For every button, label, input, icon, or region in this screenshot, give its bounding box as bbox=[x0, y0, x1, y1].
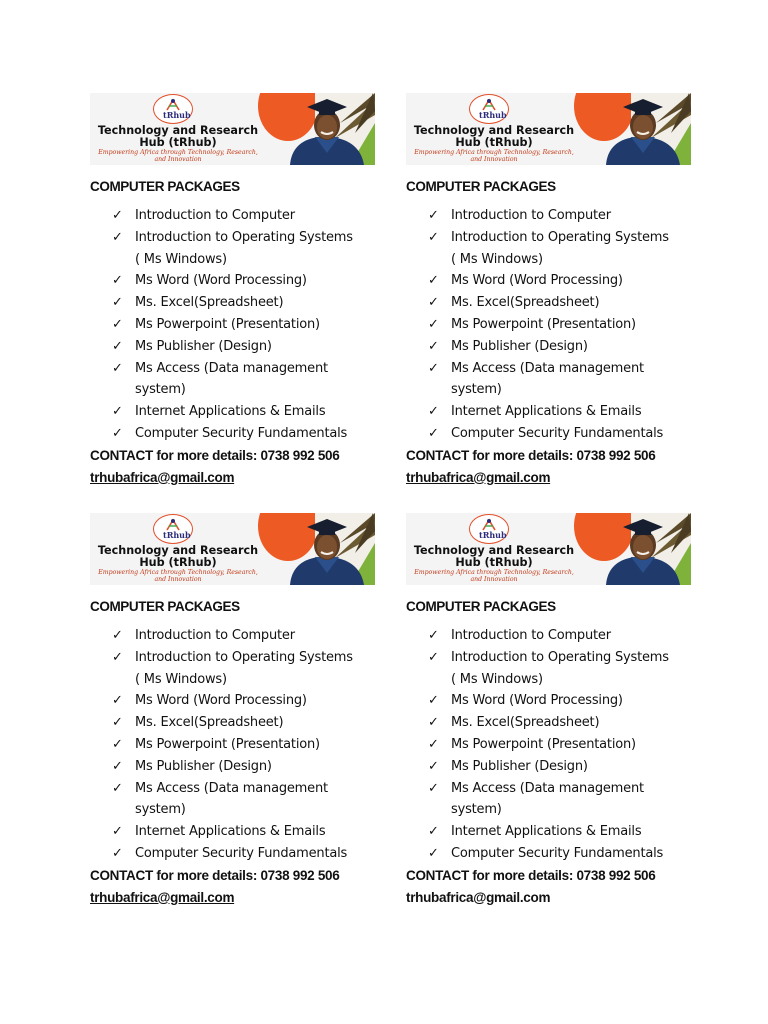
flyer-card-4 bbox=[406, 513, 696, 908]
checkmark-icon: ✓ bbox=[428, 780, 439, 796]
list-item bbox=[112, 401, 380, 423]
list-item-text: Introduction to Operating Systems bbox=[135, 229, 353, 245]
list-item bbox=[428, 669, 696, 691]
list-item-text: Introduction to Computer bbox=[451, 628, 611, 643]
list-item-text: Ms Word (Word Processing) bbox=[135, 693, 307, 709]
trhub-logo bbox=[153, 94, 193, 124]
list-item-text: system) bbox=[451, 382, 502, 398]
banner-tagline: Empowering Africa through Technology, Research, and Innovation bbox=[414, 569, 574, 583]
list-item-text: Ms Word (Word Processing) bbox=[451, 693, 623, 709]
banner-title: Technology and Research Hub (tRhub) bbox=[97, 124, 259, 149]
list-item bbox=[112, 821, 380, 843]
list-item bbox=[112, 712, 380, 734]
list-item bbox=[428, 205, 696, 227]
checkmark-icon: ✓ bbox=[112, 628, 123, 643]
logo-text: tRhub bbox=[163, 530, 191, 540]
list-item bbox=[112, 423, 380, 445]
banner-title: Technology and Research Hub (tRhub) bbox=[413, 544, 575, 569]
checkmark-icon: ✓ bbox=[428, 758, 439, 774]
list-item-text: Ms Word (Word Processing) bbox=[451, 273, 623, 289]
list-item-text: Ms Powerpoint (Presentation) bbox=[451, 316, 636, 332]
banner-title: Technology and Research Hub (tRhub) bbox=[97, 544, 259, 569]
list-item-text: Ms. Excel(Spreadsheet) bbox=[451, 295, 600, 311]
trhub-logo bbox=[153, 514, 193, 544]
logo-text: tRhub bbox=[163, 110, 191, 120]
trhub-banner bbox=[406, 513, 691, 585]
email-link[interactable]: trhubafrica@gmail.com bbox=[406, 469, 551, 485]
list-item bbox=[112, 647, 380, 669]
list-item-text: Computer Security Fundamentals bbox=[451, 845, 664, 861]
checkmark-icon: ✓ bbox=[428, 208, 439, 223]
list-item-text: system) bbox=[135, 382, 186, 398]
list-item-text: Ms Access (Data management bbox=[135, 360, 328, 376]
section-heading: COMPUTER PACKAGES bbox=[406, 599, 556, 614]
flyer-card-2 bbox=[406, 93, 696, 488]
list-item-text: Ms Publisher (Design) bbox=[135, 758, 272, 774]
list-item-text: Ms. Excel(Spreadsheet) bbox=[135, 715, 284, 731]
list-item bbox=[428, 690, 696, 712]
email-link[interactable]: trhubafrica@gmail.com bbox=[406, 889, 551, 905]
list-item bbox=[428, 270, 696, 292]
list-item-text: Internet Applications & Emails bbox=[451, 404, 642, 420]
section-heading: COMPUTER PACKAGES bbox=[406, 179, 556, 194]
list-item bbox=[428, 314, 696, 336]
checkmark-icon: ✓ bbox=[428, 360, 439, 376]
list-item bbox=[428, 249, 696, 271]
list-item-text: Computer Security Fundamentals bbox=[135, 845, 348, 861]
checkmark-icon: ✓ bbox=[112, 208, 123, 223]
checkmark-icon: ✓ bbox=[428, 736, 439, 752]
package-list bbox=[90, 205, 380, 445]
checkmark-icon: ✓ bbox=[428, 229, 439, 245]
list-item-text: system) bbox=[451, 802, 502, 818]
checkmark-icon: ✓ bbox=[428, 628, 439, 643]
list-item bbox=[428, 756, 696, 778]
list-item bbox=[112, 249, 380, 271]
logo-text: tRhub bbox=[479, 530, 507, 540]
checkmark-icon: ✓ bbox=[428, 715, 439, 731]
list-item bbox=[112, 669, 380, 691]
checkmark-icon: ✓ bbox=[112, 736, 123, 752]
list-item-text: ( Ms Windows) bbox=[135, 251, 227, 267]
checkmark-icon: ✓ bbox=[112, 229, 123, 245]
checkmark-icon: ✓ bbox=[112, 425, 123, 441]
list-item-text: Computer Security Fundamentals bbox=[451, 425, 664, 441]
graduate-woman-image bbox=[596, 513, 691, 585]
list-item bbox=[112, 843, 380, 865]
list-item-text: Introduction to Computer bbox=[135, 208, 295, 223]
checkmark-icon: ✓ bbox=[112, 715, 123, 731]
graduate-woman-image bbox=[280, 93, 375, 165]
list-item bbox=[112, 227, 380, 249]
list-item bbox=[112, 625, 380, 647]
package-list bbox=[406, 205, 696, 445]
list-item bbox=[428, 843, 696, 865]
list-item bbox=[112, 270, 380, 292]
list-item-text: Ms Publisher (Design) bbox=[451, 758, 588, 774]
section-heading: COMPUTER PACKAGES bbox=[90, 179, 240, 194]
list-item bbox=[428, 647, 696, 669]
list-item bbox=[428, 821, 696, 843]
checkmark-icon: ✓ bbox=[428, 338, 439, 354]
list-item bbox=[112, 756, 380, 778]
list-item-text: Ms Powerpoint (Presentation) bbox=[451, 736, 636, 752]
list-item bbox=[428, 778, 696, 800]
list-item-text: Ms Access (Data management bbox=[451, 360, 644, 376]
checkmark-icon: ✓ bbox=[428, 404, 439, 420]
flyer-card-3 bbox=[90, 513, 380, 908]
list-item-text: Ms Powerpoint (Presentation) bbox=[135, 736, 320, 752]
list-item-text: Introduction to Computer bbox=[451, 208, 611, 223]
list-item bbox=[428, 625, 696, 647]
list-item bbox=[112, 292, 380, 314]
trhub-banner bbox=[406, 93, 691, 165]
list-item bbox=[428, 292, 696, 314]
trhub-logo bbox=[469, 514, 509, 544]
list-item-text: ( Ms Windows) bbox=[451, 251, 543, 267]
list-item bbox=[112, 358, 380, 380]
list-item bbox=[428, 358, 696, 380]
checkmark-icon: ✓ bbox=[428, 693, 439, 709]
checkmark-icon: ✓ bbox=[112, 360, 123, 376]
checkmark-icon: ✓ bbox=[112, 273, 123, 289]
list-item-text: Introduction to Computer bbox=[135, 628, 295, 643]
package-list bbox=[406, 625, 696, 865]
list-item-text: Ms Publisher (Design) bbox=[451, 338, 588, 354]
list-item-text: Internet Applications & Emails bbox=[135, 824, 326, 840]
checkmark-icon: ✓ bbox=[112, 845, 123, 861]
list-item bbox=[428, 227, 696, 249]
list-item-text: Computer Security Fundamentals bbox=[135, 425, 348, 441]
list-item-text: ( Ms Windows) bbox=[451, 671, 543, 687]
contact-line: CONTACT for more details: 0738 992 506 bbox=[406, 447, 656, 463]
list-item bbox=[428, 423, 696, 445]
list-item-text: Ms Access (Data management bbox=[451, 780, 644, 796]
package-list bbox=[90, 625, 380, 865]
checkmark-icon: ✓ bbox=[112, 338, 123, 354]
trhub-logo bbox=[469, 94, 509, 124]
list-item bbox=[428, 799, 696, 821]
checkmark-icon: ✓ bbox=[428, 824, 439, 840]
list-item bbox=[112, 379, 380, 401]
list-item bbox=[112, 690, 380, 712]
trhub-banner bbox=[90, 513, 375, 585]
list-item-text: Ms Word (Word Processing) bbox=[135, 273, 307, 289]
list-item-text: Introduction to Operating Systems bbox=[451, 649, 669, 665]
checkmark-icon: ✓ bbox=[112, 295, 123, 311]
list-item bbox=[428, 379, 696, 401]
checkmark-icon: ✓ bbox=[428, 273, 439, 289]
list-item bbox=[428, 712, 696, 734]
checkmark-icon: ✓ bbox=[428, 649, 439, 665]
list-item-text: Introduction to Operating Systems bbox=[135, 649, 353, 665]
list-item bbox=[112, 205, 380, 227]
list-item-text: Ms Powerpoint (Presentation) bbox=[135, 316, 320, 332]
checkmark-icon: ✓ bbox=[428, 845, 439, 861]
checkmark-icon: ✓ bbox=[112, 824, 123, 840]
email-link[interactable]: trhubafrica@gmail.com bbox=[90, 889, 235, 905]
email-link[interactable]: trhubafrica@gmail.com bbox=[90, 469, 235, 485]
list-item-text: Internet Applications & Emails bbox=[451, 824, 642, 840]
list-item bbox=[428, 336, 696, 358]
list-item-text: ( Ms Windows) bbox=[135, 671, 227, 687]
checkmark-icon: ✓ bbox=[112, 758, 123, 774]
list-item-text: Ms. Excel(Spreadsheet) bbox=[451, 715, 600, 731]
banner-tagline: Empowering Africa through Technology, Research, and Innovation bbox=[98, 569, 258, 583]
section-heading: COMPUTER PACKAGES bbox=[90, 599, 240, 614]
checkmark-icon: ✓ bbox=[112, 780, 123, 796]
flyer-card-1 bbox=[90, 93, 380, 488]
list-item bbox=[112, 336, 380, 358]
list-item-text: Internet Applications & Emails bbox=[135, 404, 326, 420]
list-item-text: Introduction to Operating Systems bbox=[451, 229, 669, 245]
banner-tagline: Empowering Africa through Technology, Research, and Innovation bbox=[98, 149, 258, 163]
contact-line: CONTACT for more details: 0738 992 506 bbox=[90, 447, 340, 463]
checkmark-icon: ✓ bbox=[112, 316, 123, 332]
list-item bbox=[112, 314, 380, 336]
checkmark-icon: ✓ bbox=[428, 316, 439, 332]
checkmark-icon: ✓ bbox=[112, 693, 123, 709]
logo-text: tRhub bbox=[479, 110, 507, 120]
contact-line: CONTACT for more details: 0738 992 506 bbox=[406, 867, 656, 883]
list-item bbox=[112, 778, 380, 800]
graduate-woman-image bbox=[280, 513, 375, 585]
checkmark-icon: ✓ bbox=[428, 425, 439, 441]
list-item-text: Ms. Excel(Spreadsheet) bbox=[135, 295, 284, 311]
checkmark-icon: ✓ bbox=[428, 295, 439, 311]
list-item bbox=[112, 734, 380, 756]
contact-line: CONTACT for more details: 0738 992 506 bbox=[90, 867, 340, 883]
list-item-text: Ms Access (Data management bbox=[135, 780, 328, 796]
graduate-woman-image bbox=[596, 93, 691, 165]
list-item-text: Ms Publisher (Design) bbox=[135, 338, 272, 354]
checkmark-icon: ✓ bbox=[112, 649, 123, 665]
checkmark-icon: ✓ bbox=[112, 404, 123, 420]
trhub-banner bbox=[90, 93, 375, 165]
list-item bbox=[428, 401, 696, 423]
banner-tagline: Empowering Africa through Technology, Research, and Innovation bbox=[414, 149, 574, 163]
list-item-text: system) bbox=[135, 802, 186, 818]
list-item bbox=[112, 799, 380, 821]
banner-title: Technology and Research Hub (tRhub) bbox=[413, 124, 575, 149]
list-item bbox=[428, 734, 696, 756]
